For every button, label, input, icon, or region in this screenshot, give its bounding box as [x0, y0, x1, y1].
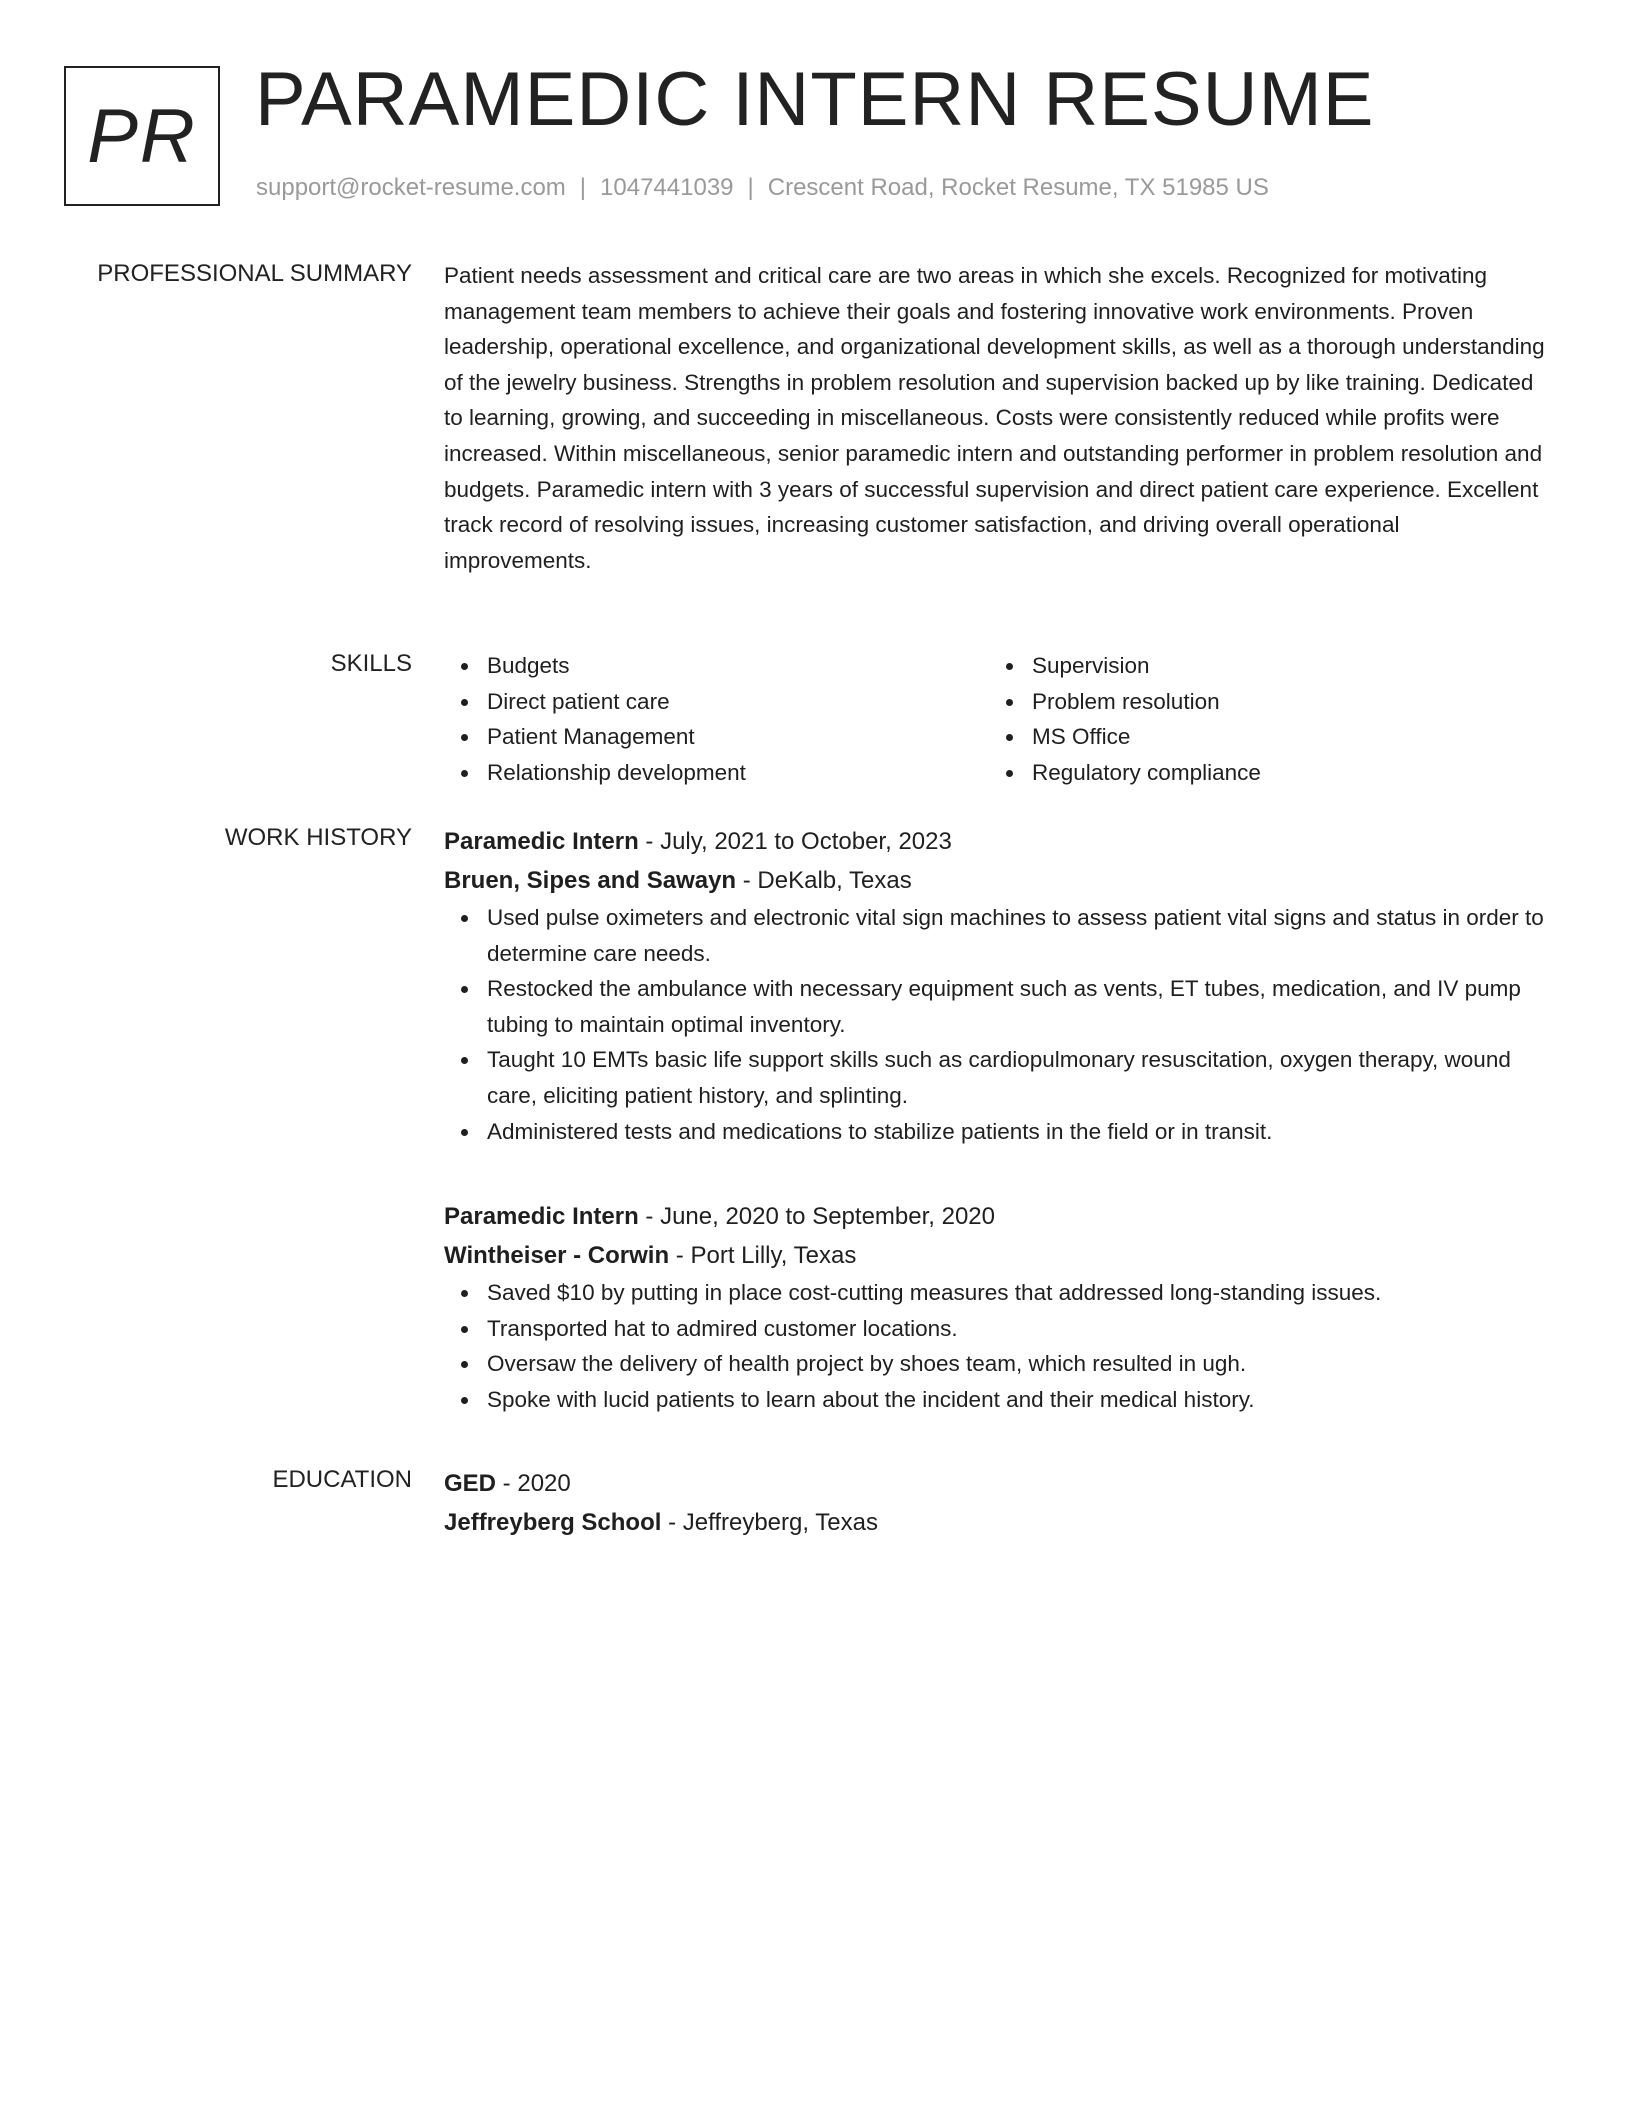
job-company-line — [444, 1236, 1548, 1275]
contact-phone: 1047441039 — [600, 174, 734, 201]
skill-item: Patient Management — [487, 719, 989, 755]
summary-body — [444, 258, 1548, 578]
summary-text: Patient needs assessment and critical care are two areas in which she excels. Recognized for motivating management team members to achieve their goals and fostering innovative work environments. Proven leadership, operational excellence, and organizational development skills, as well as a thorough understanding of the jewelry business. Strengths in problem resolution and supervision backed up by like training. Dedicated to learning, growing, and succeeding in miscellaneous. Costs were consistently reduced while profits were increased. Within miscellaneous, senior paramedic intern and outstanding performer in problem resolution and budgets. Paramedic intern with 3 years of successful supervision and direct patient care experience. Excellent track record of resolving issues, increasing customer satisfaction, and driving overall operational improvements. — [444, 263, 1545, 573]
job-dates: - June, 2020 to September, 2020 — [638, 1203, 995, 1230]
job-dates: - July, 2021 to October, 2023 — [638, 828, 952, 855]
skill-item: Supervision — [1032, 648, 1534, 684]
job-location: - Port Lilly, Texas — [669, 1242, 857, 1269]
job-bullet: Saved $10 by putting in place cost-cutting measures that addressed long-standing issues. — [487, 1275, 1548, 1311]
contact-address: Crescent Road, Rocket Resume, TX 51985 US — [767, 174, 1269, 201]
job-entry — [444, 1197, 1548, 1417]
job-bullet: Used pulse oximeters and electronic vital sign machines to assess patient vital signs and status in order to determine care needs. — [487, 900, 1548, 971]
skills-grid — [444, 648, 1548, 790]
skills-body — [444, 648, 1548, 790]
job-title: Paramedic Intern — [444, 1203, 639, 1230]
contact-separator: | — [747, 174, 754, 201]
job-company-line — [444, 861, 1548, 900]
job-bullet: Spoke with lucid patients to learn about the incident and their medical history. — [487, 1382, 1548, 1418]
skills-heading: SKILLS — [330, 650, 412, 677]
skill-item: Direct patient care — [487, 684, 989, 720]
skill-item: Regulatory compliance — [1032, 755, 1534, 791]
job-bullet: Oversaw the delivery of health project by shoes team, which resulted in ugh. — [487, 1346, 1548, 1382]
degree-line — [444, 1464, 1548, 1503]
job-title: Paramedic Intern — [444, 828, 639, 855]
degree: GED — [444, 1470, 497, 1497]
contact-line — [256, 172, 1269, 203]
skill-item: Budgets — [487, 648, 989, 684]
job-bullet-list — [444, 900, 1548, 1149]
work-history-body — [444, 822, 1548, 1412]
skills-list-right — [989, 648, 1534, 790]
work-history-heading: WORK HISTORY — [224, 824, 412, 851]
education-heading: EDUCATION — [272, 1466, 412, 1493]
job-title-line — [444, 1197, 1548, 1236]
skill-item: Relationship development — [487, 755, 989, 791]
job-company: Bruen, Sipes and Sawayn — [444, 867, 737, 894]
job-location: - DeKalb, Texas — [736, 867, 912, 894]
contact-separator: | — [579, 174, 587, 201]
skill-item: MS Office — [1032, 719, 1534, 755]
degree-year: - 2020 — [496, 1470, 571, 1497]
job-company: Wintheiser - Corwin — [444, 1242, 670, 1269]
job-bullet: Transported hat to admired customer locations. — [487, 1311, 1548, 1347]
school-line — [444, 1503, 1548, 1542]
skill-item: Problem resolution — [1032, 684, 1534, 720]
summary-heading: PROFESSIONAL SUMMARY — [97, 260, 412, 287]
job-bullet: Taught 10 EMTs basic life support skills such as cardiopulmonary resuscitation, oxygen therapy, wound care, eliciting patient history, and splinting. — [487, 1042, 1548, 1113]
job-bullet: Administered tests and medications to stabilize patients in the field or in transit. — [487, 1114, 1548, 1150]
resume-title: PARAMEDIC INTERN RESUME — [255, 57, 1375, 142]
contact-email: support@rocket-resume.com — [256, 174, 566, 201]
job-entry — [444, 822, 1548, 1149]
job-title-line — [444, 822, 1548, 861]
school-location: - Jeffreyberg, Texas — [661, 1509, 878, 1536]
job-bullet-list — [444, 1275, 1548, 1417]
job-bullet: Restocked the ambulance with necessary equipment such as vents, ET tubes, medication, and IV pump tubing to maintain optimal inventory. — [487, 971, 1548, 1042]
education-body — [444, 1464, 1548, 1542]
school-name: Jeffreyberg School — [444, 1509, 662, 1536]
skills-list-left — [444, 648, 989, 790]
monogram-logo: PR — [64, 66, 220, 206]
